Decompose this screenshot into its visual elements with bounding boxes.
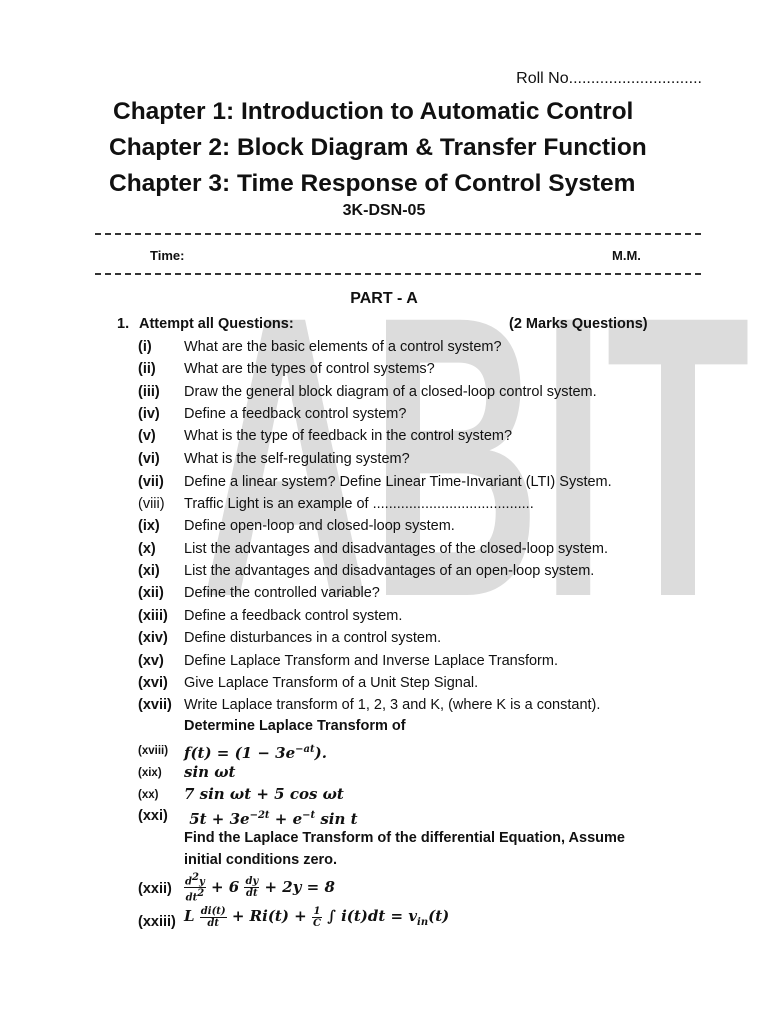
chapter-3-title: Chapter 3: Time Response of Control System [109, 170, 636, 197]
time-label: Time: [150, 248, 185, 263]
list-item: (xi) List the advantages and disadvantages of an open-loop system. [138, 563, 595, 579]
max-marks-label: M.M. [612, 248, 641, 263]
list-item: (xiv) Define disturbances in a control system. [138, 630, 442, 646]
list-item: (viii) Traffic Light is an example of ........................................ [138, 496, 534, 512]
list-item: (xx) 7 sin ωt + 5 cos ωt [138, 785, 344, 803]
roll-number-field: Roll No.............................. [516, 70, 702, 87]
math-expression: $\frac{d^2y}{dt^2}$ + 6 $\frac{dy}{dt}$ + 2y = 8 [185, 872, 335, 904]
list-item: (iv) Define a feedback control system? [138, 406, 407, 422]
math-expression: sin ωt [184, 763, 236, 781]
chapter-titles [0, 94, 768, 202]
divider-bottom [95, 273, 701, 275]
list-item: (i) What are the basic elements of a control system? [138, 339, 502, 355]
list-item: (iii) Draw the general block diagram of a closed-loop control system. [138, 384, 597, 400]
math-expression: $f(t) = (1 - 3e^{-at})$. [184, 744, 327, 762]
list-item: (v) What is the type of feedback in the control system? [138, 428, 513, 444]
list-item: (xxi) $5t + 3e^{-2t} + e^{-t}$ sin t [138, 805, 738, 827]
list-item: (xiii) Define a feedback control system. [138, 608, 403, 624]
list-item: (xii) Define the controlled variable? [138, 585, 380, 601]
diff-instruction-line-2: initial conditions zero. [184, 852, 338, 868]
list-item: (xv) Define Laplace Transform and Inverse Laplace Transform. [138, 653, 558, 669]
list-item: (xix) sin ωt [138, 763, 236, 781]
list-item: (xvii) Write Laplace transform of 1, 2, 3 and K, (where K is a constant). [138, 697, 601, 713]
math-expression: 7 sin ωt + 5 cos ωt [184, 785, 344, 803]
paper-code: 3K-DSN-05 [342, 202, 426, 219]
list-item: (x) List the advantages and disadvantages of the closed-loop system. [138, 541, 608, 557]
chapter-1-title: Chapter 1: Introduction to Automatic Control [113, 98, 634, 125]
list-item: (ix) Define open-loop and closed-loop system. [138, 518, 455, 534]
chapter-2-title: Chapter 2: Block Diagram & Transfer Function [109, 134, 647, 161]
divider-top [95, 233, 701, 235]
question-marks: (2 Marks Questions) [509, 316, 648, 332]
list-item: (xxii) $\frac{d^2y}{dt^2}$ + 6 $\frac{dy}{dt}$ + 2y = 8 [138, 872, 335, 904]
list-item: (vi) What is the self-regulating system? [138, 451, 410, 467]
math-expression: L $\frac{di(t)}{dt}$ + Ri(t) + $\frac{1}{C}$ ∫ $i(t)dt = v_{in}(t)$ [184, 905, 450, 929]
laplace-instruction: Determine Laplace Transform of [184, 718, 406, 734]
svg-text:ABIT: ABIT [200, 250, 750, 670]
list-item: (xviii) $f(t) = (1 - 3e^{-at})$. [138, 739, 738, 761]
list-item: (xxiii) L $\frac{di(t)}{dt}$ + Ri(t) + $\frac{1}{C}$ ∫ $i(t)dt = v_{in}(t)$ [138, 911, 738, 933]
list-item: (ii) What are the types of control systems? [138, 361, 435, 377]
diff-instruction-line-1: Find the Laplace Transform of the differential Equation, Assume [184, 830, 625, 846]
list-item: (xvi) Give Laplace Transform of a Unit Step Signal. [138, 675, 479, 691]
part-heading: PART - A [350, 290, 418, 307]
list-item: (vii) Define a linear system? Define Linear Time-Invariant (LTI) System. [138, 474, 612, 490]
math-expression: $5t + 3e^{-2t} + e^{-t}$ sin t [184, 810, 358, 828]
question-number: 1. [117, 316, 130, 332]
question-title: Attempt all Questions: [139, 316, 294, 332]
